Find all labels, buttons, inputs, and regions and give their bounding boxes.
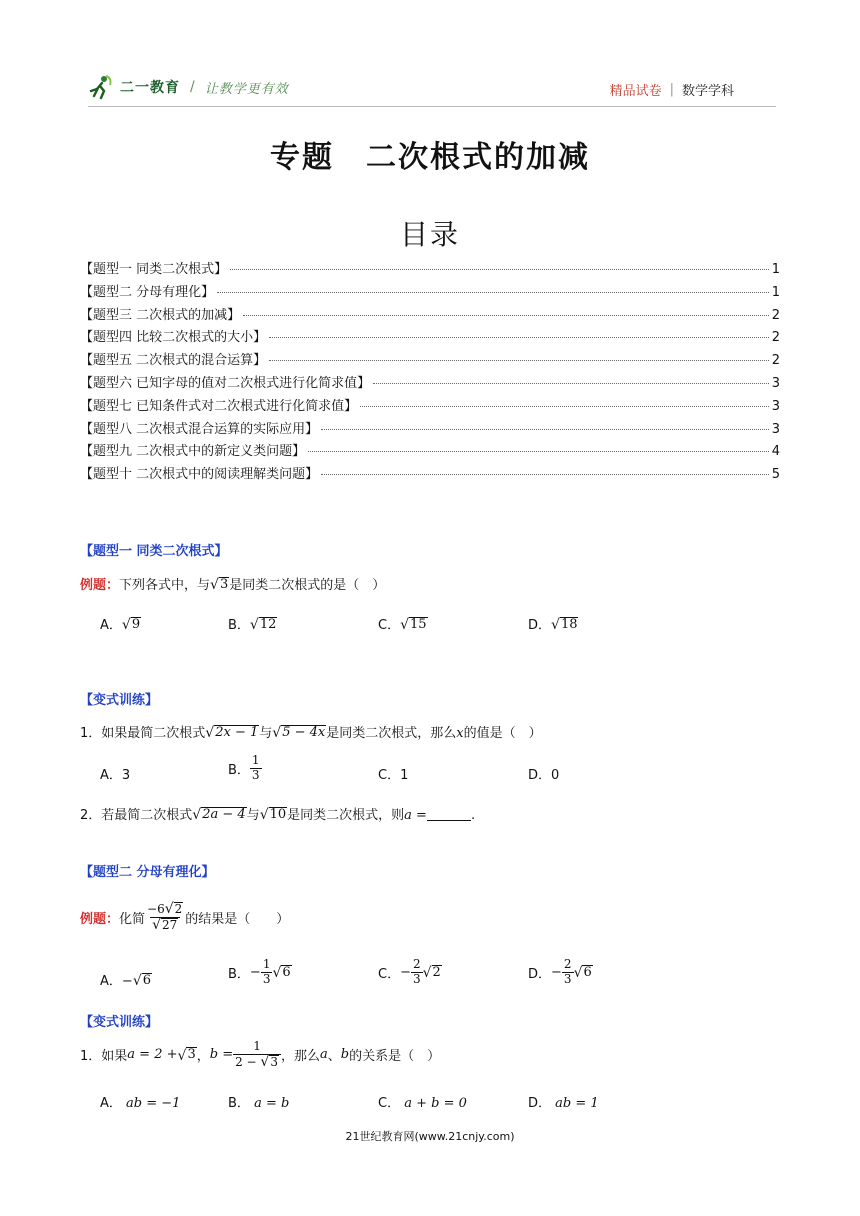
question-2-1 <box>80 1040 440 1070</box>
option-d[interactable] <box>528 1092 599 1111</box>
radicand: 2 <box>432 964 441 980</box>
radicand: 3 <box>270 1054 278 1069</box>
brand-slogan: 让教学更有效 <box>204 81 289 97</box>
radicand: 6 <box>142 972 152 988</box>
brand-logo <box>88 74 289 100</box>
radicand: 18 <box>560 616 578 632</box>
option-d[interactable] <box>528 614 578 633</box>
toc-label: 【题型五 二次根式的混合运算】 <box>80 353 267 369</box>
option-c[interactable]: C．1 <box>378 768 409 783</box>
question-text: 如果最简二次根式 <box>101 726 206 741</box>
sign: − <box>551 964 562 980</box>
toc-entry[interactable] <box>80 349 780 372</box>
example-label: 例题： <box>80 911 120 927</box>
option-key: D． <box>528 966 552 982</box>
option-b[interactable] <box>228 1092 289 1111</box>
toc-label: 【题型三 二次根式的加减】 <box>80 307 241 323</box>
radicand: 15 <box>410 616 427 632</box>
radical: √ 2x − 1 <box>205 724 259 741</box>
fraction <box>145 902 185 933</box>
header-separator-icon: | <box>669 82 674 97</box>
option-c[interactable] <box>378 614 428 633</box>
header-meta <box>610 80 734 99</box>
radical: √ 3 <box>210 576 229 593</box>
table-of-contents <box>80 258 780 486</box>
toc-page: 5 <box>771 467 780 483</box>
toc-leader <box>373 383 769 384</box>
numerator: 1 <box>253 1039 261 1053</box>
slash-divider-icon: / <box>190 79 195 95</box>
radicand: 3 <box>187 1047 196 1063</box>
toc-page: 2 <box>771 330 780 346</box>
sign: − <box>121 974 133 989</box>
radical: √ 6 <box>132 972 152 989</box>
radical: √ 15 <box>400 616 427 633</box>
toc-entry[interactable] <box>80 418 780 441</box>
sign: − <box>249 964 261 980</box>
variable: a <box>320 1047 328 1063</box>
option-c[interactable] <box>378 958 442 987</box>
radical: √ 27 <box>152 917 178 934</box>
answer-blank[interactable] <box>427 820 471 821</box>
example-2 <box>80 902 289 933</box>
question-text: 与 <box>259 726 273 741</box>
radical: √ 3 <box>260 1053 278 1070</box>
denominator: 3 <box>262 971 271 986</box>
option-key: D． <box>528 1096 552 1111</box>
option-b[interactable] <box>228 614 277 633</box>
option-b[interactable] <box>228 958 292 987</box>
toc-page: 2 <box>771 353 780 369</box>
example-text: 下列各式中，与 <box>119 578 211 593</box>
option-key: A． <box>100 1096 122 1111</box>
fraction <box>261 958 273 987</box>
radical: √ 2 <box>422 964 441 981</box>
option-value: ab = −1 <box>126 1096 181 1111</box>
sign: − <box>400 964 411 980</box>
numerator: 1 <box>251 753 260 767</box>
header-subject: 数学学科 <box>681 84 734 99</box>
denominator: 3 <box>412 971 421 986</box>
toc-page: 2 <box>771 307 780 323</box>
toc-leader <box>321 474 769 475</box>
variable: x <box>456 726 464 741</box>
brand-name: 二一教育 <box>120 80 180 96</box>
radicand: 12 <box>259 616 277 632</box>
toc-leader <box>269 337 769 338</box>
option-key: B． <box>228 618 250 633</box>
question-text: 是同类二次根式，那么 <box>326 726 457 741</box>
toc-label: 【题型八 二次根式混合运算的实际应用】 <box>80 421 319 437</box>
toc-page: 4 <box>771 444 780 460</box>
question-1-2 <box>80 804 475 823</box>
question-text: 的值是（ ） <box>463 726 542 741</box>
question-text: 的关系是（ ） <box>349 1049 441 1065</box>
denominator: 3 <box>251 767 260 782</box>
option-value: a = b <box>254 1096 290 1111</box>
variable: b <box>340 1047 350 1063</box>
radicand: 2 <box>174 902 183 916</box>
radicand: 9 <box>131 616 141 632</box>
toc-entry[interactable] <box>80 304 780 327</box>
option-d[interactable]: D．0 <box>528 768 560 783</box>
toc-title: 目录 <box>399 218 460 251</box>
question-text: 、 <box>327 1049 341 1065</box>
question-number: 1． <box>80 726 102 741</box>
option-key: C． <box>378 618 401 633</box>
option-a[interactable] <box>100 614 141 633</box>
example-text: 是同类二次根式的是（ ） <box>229 578 386 593</box>
radical: √ 2 <box>164 901 183 918</box>
option-value: ab = 1 <box>555 1096 599 1111</box>
variant-heading-1: 【变式训练】 <box>80 693 159 708</box>
question-1-1 <box>80 722 542 741</box>
radicand: 10 <box>269 806 287 822</box>
toc-leader <box>360 406 769 407</box>
option-d[interactable] <box>528 958 593 987</box>
example-label: 例题： <box>80 578 120 593</box>
option-key: C． <box>378 1096 401 1111</box>
fraction <box>562 958 574 987</box>
equation: a = 2 + <box>127 1047 178 1063</box>
fraction <box>233 1040 281 1070</box>
radicand: 2a − 4 <box>202 806 246 822</box>
toc-entry[interactable] <box>80 463 780 486</box>
toc-entry[interactable] <box>80 440 780 463</box>
question-text: 与 <box>246 808 260 823</box>
radical: √ 3 <box>177 1047 196 1064</box>
section-heading-2: 【题型二 分母有理化】 <box>80 865 215 880</box>
denominator: 2 − <box>235 1054 261 1069</box>
toc-label: 【题型二 分母有理化】 <box>80 284 215 300</box>
toc-label: 【题型七 已知条件式对二次根式进行化简求值】 <box>80 398 358 414</box>
toc-page: 3 <box>771 375 780 391</box>
option-key: D． <box>528 618 552 633</box>
toc-leader <box>230 269 769 270</box>
toc-leader <box>308 451 769 452</box>
toc-leader <box>243 315 769 316</box>
radicand: 3 <box>219 576 229 592</box>
toc-page: 3 <box>771 421 780 437</box>
radical: √ 18 <box>551 616 578 633</box>
toc-entry[interactable] <box>80 372 780 395</box>
example-text: 的结果是（ ） <box>185 911 290 927</box>
denominator: 3 <box>563 971 572 986</box>
numerator: 2 <box>563 957 572 971</box>
toc-entry[interactable] <box>80 281 780 304</box>
radical: √ 12 <box>249 616 277 633</box>
toc-page: 1 <box>771 262 780 277</box>
radical: √ 6 <box>272 964 291 981</box>
question-text: 是同类二次根式，则 <box>287 808 405 823</box>
numerator: 1 <box>262 957 271 971</box>
radical: √ 5 − 4x <box>272 724 326 741</box>
numerator: −6 <box>147 902 165 917</box>
toc-entry[interactable] <box>80 326 780 349</box>
radical: √ 2a − 4 <box>192 806 246 823</box>
question-number: 2． <box>80 808 102 823</box>
option-a[interactable] <box>100 1092 180 1111</box>
toc-entry[interactable] <box>80 395 780 418</box>
radical: √ 10 <box>259 806 287 823</box>
option-key: A． <box>100 618 122 633</box>
question-text: . <box>470 808 476 823</box>
option-key: C． <box>378 966 401 982</box>
toc-label: 【题型十 二次根式中的阅读理解类问题】 <box>80 467 319 483</box>
header-rule <box>88 106 776 107</box>
toc-page: 1 <box>771 284 780 300</box>
option-a[interactable]: A．3 <box>100 768 131 783</box>
toc-entry[interactable] <box>80 258 780 281</box>
toc-label: 【题型六 已知字母的值对二次根式进行化简求值】 <box>80 375 371 391</box>
variable: a = <box>404 808 427 823</box>
toc-leader <box>321 429 769 430</box>
option-key: A． <box>100 974 122 989</box>
radicand: 2x − 1 <box>215 724 259 740</box>
option-key: B． <box>228 1096 250 1111</box>
radicand: 27 <box>161 917 178 932</box>
question-number: 1． <box>80 1049 102 1065</box>
example-text: 化简 <box>119 911 146 927</box>
variant-heading-2: 【变式训练】 <box>80 1015 159 1030</box>
option-value: a + b = 0 <box>404 1096 467 1111</box>
equation: b = <box>209 1047 234 1063</box>
radicand: 6 <box>282 964 291 980</box>
page-footer: 21世纪教育网(www.21cnjy.com) <box>345 1130 515 1143</box>
page-title: 专题 二次根式的加减 <box>270 140 590 175</box>
fraction <box>411 958 423 987</box>
question-text: 若最简二次根式 <box>101 808 193 823</box>
radicand: 5 − 4x <box>282 724 326 740</box>
toc-label: 【题型一 同类二次根式】 <box>80 262 228 277</box>
runner-icon <box>88 74 114 100</box>
radical: √ 9 <box>121 616 141 633</box>
numerator: 2 <box>412 957 421 971</box>
toc-label: 【题型九 二次根式中的新定义类问题】 <box>80 444 306 460</box>
header-tag: 精品试卷 <box>609 84 662 99</box>
radical: √ 6 <box>573 964 592 981</box>
option-c[interactable] <box>378 1092 467 1111</box>
toc-page: 3 <box>771 398 780 414</box>
option-key: B． <box>228 762 250 778</box>
fraction <box>250 754 262 783</box>
radicand: 6 <box>583 964 592 980</box>
toc-leader <box>217 292 769 293</box>
example-1 <box>80 574 385 593</box>
toc-leader <box>269 360 769 361</box>
option-a[interactable] <box>100 970 152 989</box>
question-text: ，那么 <box>280 1049 320 1065</box>
question-text: ， <box>196 1049 210 1065</box>
option-key: B． <box>228 966 250 982</box>
section-heading-1: 【题型一 同类二次根式】 <box>80 544 228 559</box>
question-text: 如果 <box>101 1049 128 1065</box>
toc-label: 【题型四 比较二次根式的大小】 <box>80 330 267 346</box>
option-b[interactable] <box>228 754 262 783</box>
